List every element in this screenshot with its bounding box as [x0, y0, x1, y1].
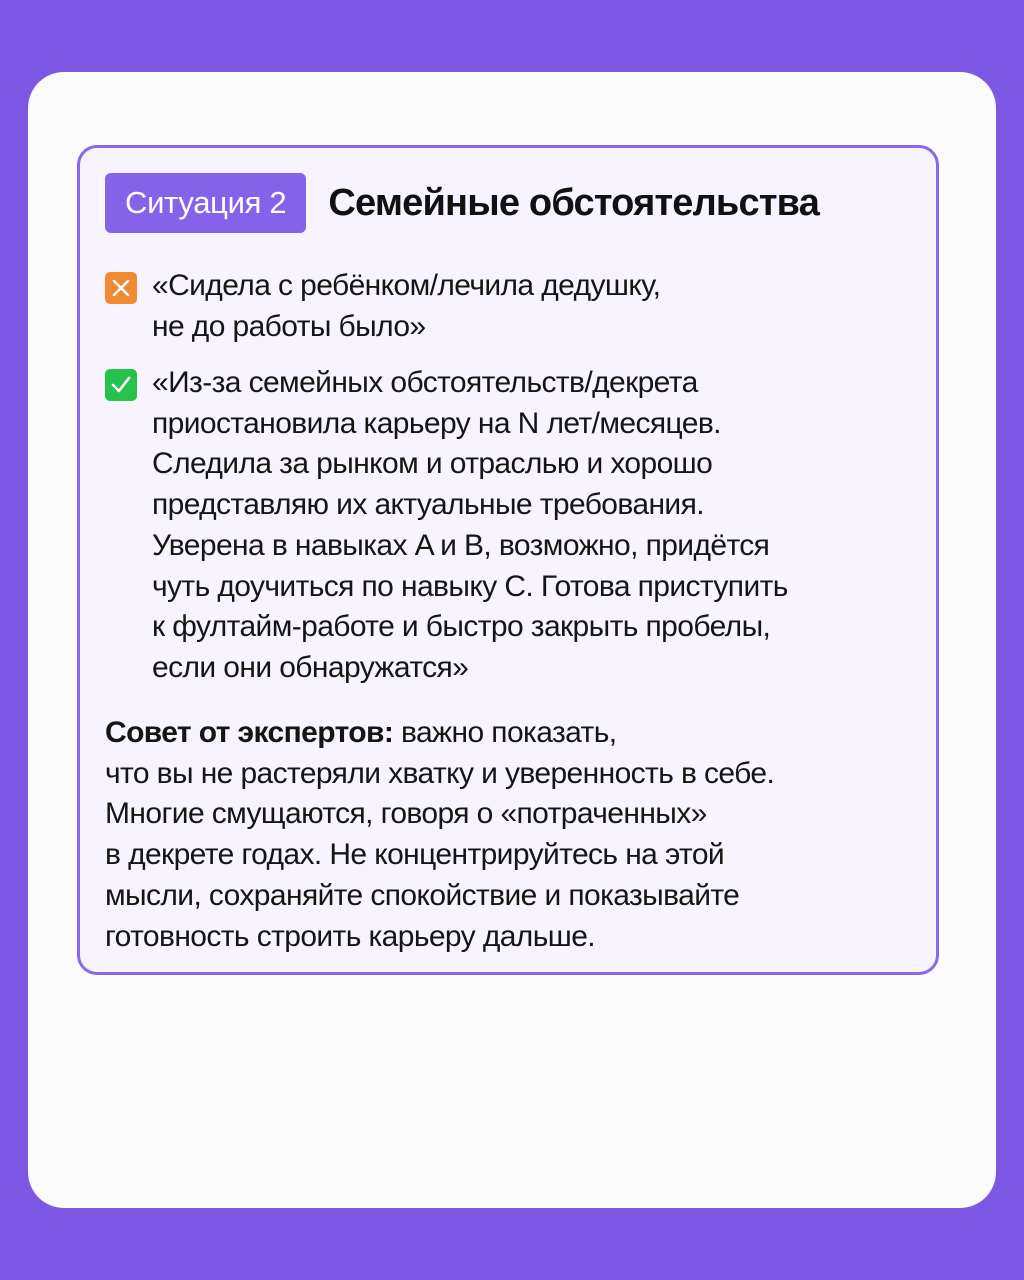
- cross-icon: [105, 272, 137, 304]
- situation-badge: Ситуация 2: [105, 173, 306, 233]
- good-example: [105, 363, 788, 689]
- advice-text: важно показать, что вы не растеряли хватку и уверенность в себе. Многие смущаются, говоря о «потраченных» в декрете годах. Не концентрируйтесь на этой мысли, сохраняйте спокойствие и показывайте готовность строить карьеру дальше.: [105, 716, 775, 953]
- bad-example-text: «Сидела с ребёнком/лечила дедушку, не до работы было»: [152, 269, 661, 343]
- situation-panel: [77, 145, 939, 975]
- situation-header: [105, 173, 819, 233]
- expert-advice: [105, 713, 925, 957]
- situation-title: Семейные обстоятельства: [328, 181, 820, 224]
- advice-label: Совет от экспертов:: [105, 716, 394, 749]
- check-icon: [105, 369, 137, 401]
- content-card: [28, 72, 996, 1208]
- good-example-text: «Из-за семейных обстоятельств/декрета приостановила карьеру на N лет/месяцев. Следила за рынком и отраслью и хорошо представляю их актуальные требования. Уверена в навыках A и B, возможно, придётся чуть доучиться по навыку C. Готова приступить к фултайм-работе и быстро закрыть пробелы, если они обнаружатся»: [152, 366, 788, 684]
- bad-example: [105, 266, 660, 347]
